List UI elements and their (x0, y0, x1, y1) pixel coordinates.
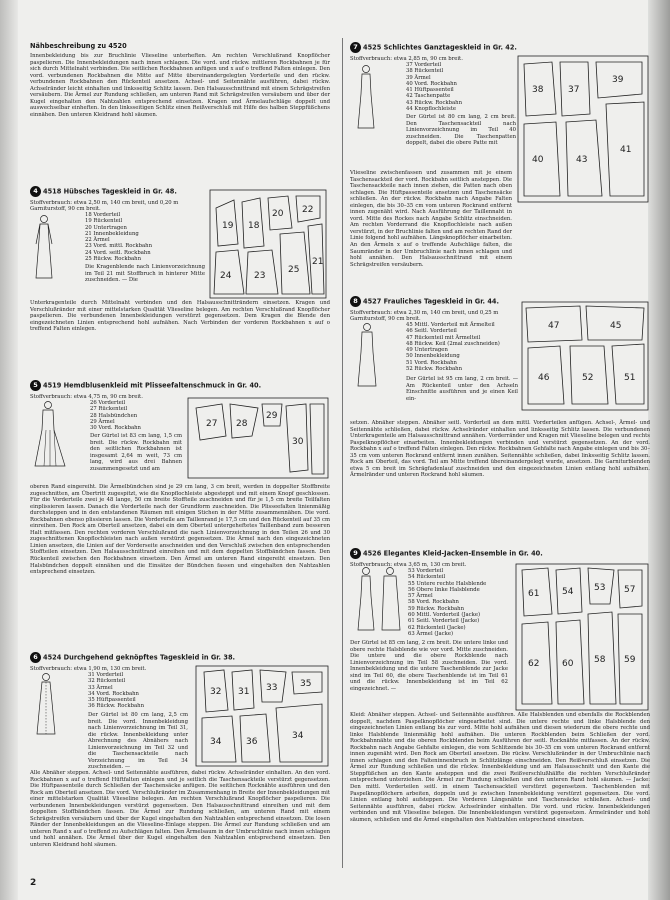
svg-text:53: 53 (594, 583, 606, 593)
svg-text:43: 43 (576, 155, 588, 165)
cutting-note: Die Kragenblende nach Linienvorzeichnung im Teil 21 mit Stoffbruch in hinterer Mitte zuschneiden. — Die (85, 264, 205, 284)
cutting-note: Der Gürtel ist 83 cm lang, 1,5 cm breit. Die rückw. Rockbahn mit den seitlichen Rockbahnen ist insgesamt 2,64 m weit, 73 cm lang, wird aus drei Bahnen zusammengesetzt und am (90, 433, 182, 472)
pattern-pieces-diagram (520, 300, 650, 412)
part-item: 34 Vord. Rockbahn (88, 690, 139, 697)
part-item: 29 Ärmel (90, 418, 115, 425)
part-item: 55 Untere rechte Halsblende (408, 580, 487, 587)
svg-text:23: 23 (254, 271, 266, 281)
part-item: 35 Hüftpassenteil (88, 697, 136, 704)
part-item: 52 Rückw. Rockbahn (406, 366, 462, 373)
column-divider (342, 38, 343, 868)
section-4518 (30, 186, 330, 333)
section-title: Hemdblusenkleid mit Plisseefaltenschmuck in Gr. 40. (63, 381, 262, 390)
svg-text:22: 22 (302, 205, 314, 215)
svg-text:29: 29 (266, 411, 278, 421)
section-title: Elegantes Kleid-Jacken-Ensemble in Gr. 40. (383, 549, 543, 558)
parts-list (408, 568, 486, 637)
part-item: 32 Rückenteil (88, 678, 126, 685)
cutting-note: Der Gürtel ist 80 cm lang, 2 cm breit. Den Taschensackteil nach Linienvorzeichnung im Teil 40 zuschneiden. Die Taschenpatten doppelt, dabei die obere Patte mit (406, 114, 516, 147)
part-item: 40 Vord. Rockbahn (406, 80, 457, 87)
section-title: Frauliches Tageskleid in Gr. 44. (383, 297, 500, 306)
intro-text: Innenbekleidung bis zur Bruchlinie Vlieseline unterheften. Am rechten Verschlußrand Knopflöcher paspelieren. Die Innenbekleidungen nach innen schlagen. Die vord. und rückw. mittleren Rockbahnen je für sich durch Mittelnaht verbinden. Die seitlichen Rockbahnen anfügen und x auf o treffend Falten einlegen. Den vord. verbundenen Rockbahnen die Mitte auf Mitte übereinandergelegten Vorderteile und den rückw. verbundenen Rockbahnen den Rückenteil ansetzen. Achsel- und Seitennähte ausführen, dabei rückw. Achselränder leicht einhalten und linksseitig Schlitz lassen. Den Halsausschnittrand mit einem Schrägstreifen versäubern. Die Ärmel zur Rundung schließen, am unteren Rand mit Schrägstreifen versäubern und über der Kugel eingehalten den Nahtzahlen entsprechend einsetzen. Kragen und Ärmelaufschläge doppelt und auswechselbar einheften. In den linksseitigen Schlitz einen Reißverschluß mit Hilfe des halben Steppfüßchens einnähen. Den unteren Kleidrand hohl säumen. (30, 53, 330, 118)
pattern-pieces-diagram (208, 188, 328, 300)
svg-text:38: 38 (532, 85, 544, 95)
dress-sketch (34, 214, 54, 282)
model-code: 4518 (43, 187, 62, 196)
dress-sketch (354, 566, 404, 632)
fabric-consumption: Stoffverbrauch: etwa 2,50 m, 140 cm breit, und 0,20 m Garniturstoff, 90 cm breit. (30, 200, 179, 213)
parts-list (90, 400, 141, 431)
section-4525 (350, 42, 650, 268)
part-item: 42 Taschenpatte (406, 93, 451, 100)
svg-text:35: 35 (300, 679, 312, 689)
svg-text:30: 30 (292, 437, 304, 447)
dress-sketch (354, 322, 380, 388)
svg-text:39: 39 (612, 75, 624, 85)
part-item: 56 Obere linke Halsblende (408, 586, 480, 593)
part-item: 62 Rückenteil (Jacke) (408, 624, 466, 631)
svg-text:25: 25 (288, 265, 300, 275)
svg-text:31: 31 (238, 687, 250, 697)
pattern-pieces-diagram (516, 54, 650, 204)
model-code: 4527 (363, 297, 382, 306)
svg-text:41: 41 (620, 145, 632, 155)
svg-text:33: 33 (266, 683, 278, 693)
section-number-badge: 9 (350, 548, 361, 559)
part-item: 60 Mittl. Vorderteil (Jacke) (408, 612, 481, 619)
svg-text:54: 54 (562, 587, 574, 597)
section-number-badge: 4 (30, 186, 41, 197)
section-number-badge: 7 (350, 42, 361, 53)
section-4519 (30, 380, 330, 576)
part-item: 22 Ärmel (85, 237, 110, 244)
part-item: 57 Ärmel (408, 593, 433, 600)
svg-text:51: 51 (624, 373, 636, 383)
scan-edge-right (648, 0, 670, 900)
part-item: 50 Innenbekleidung (406, 353, 460, 360)
section-number-badge: 8 (350, 296, 361, 307)
part-item: 61 Seitl. Vorderteil (Jacke) (408, 618, 480, 625)
pattern-pieces-diagram (514, 562, 650, 712)
svg-text:59: 59 (624, 655, 636, 665)
section-title: Durchgehend geknöpftes Tageskleid in Gr. 38. (63, 653, 236, 662)
part-item: 18 Vorderteil (85, 212, 121, 218)
svg-text:36: 36 (246, 737, 258, 747)
svg-text:60: 60 (562, 659, 574, 669)
model-code: 4519 (43, 381, 62, 390)
fabric-consumption: Stoffverbrauch: etwa 2,30 m, 140 cm breit, und 0,25 m Garniturstoff, 90 cm breit. (350, 310, 499, 323)
section-title: Schlichtes Ganztageskleid in Gr. 42. (383, 43, 517, 52)
sewing-instructions: Alle Abnäher steppen. Achsel- und Seitennähte ausführen, dabei rückw. Achselränder einhalten. An den vord. Rockbahnen x auf o treffend Hüftfalten einlegen und je seitlich die Taschensackteile verstürzt gegensetzen. Die Hüftpassenteile durch Schließen der Taschensäcke anfügen. Die seitlichen Rocknähte ausführen und den Rock am Oberteil ansetzen. Die vord. Verschlußränder im Zusammenhang in Breite der Innenbekleidungen mit einer mittelstarken Qualität Vlieseline belegen. Am rechten Verschlußrand Knopflöcher paspelieren. Die verbundenen Innenbekleidungen verstürzt gegensetzen. Den Halsausschnittrand einreihen und mit dem doppelten Stoffbändchen fassen. Die Ärmel zur Rundung schließen, am unteren Rand mit einem Schrägstreifen versäubern und über der Kugel eingehalten den Nahtzahlen entsprechend einsetzen. Die losen Ränder der Innenbekleidungen an die Vlieseline-Einlage steppen. Die Ärmel zur Rundung schließen und am unteren Rand x auf o treffend zu Aufschlägen falten. Den Ärmelsaum in der Umbruchlinie nach innen schlagen und hohl annähen. Die Ärmel über der Kugel eingehalten den Nahtzahlen entsprechend einsetzen. Den unteren Kleidrand hohl säumen. (30, 770, 330, 849)
svg-text:37: 37 (568, 85, 580, 95)
part-item: 19 Rückenteil (85, 218, 123, 225)
svg-text:32: 32 (210, 687, 222, 697)
sewing-instructions: setzen. Abnäher steppen. Abnäher seitl. Vorderteil an dem mittl. Vorderteilen anfügen. Achsel-, Ärmel- und Seitennähte schließen, dabei rückw. Achselränder einhalten und linksseitig Schlitz lassen. Die verbundenen Unterkragenteile am Halsausschnittrand annähen. Vorderränder und Kragen mit Vlieseline belegen und rechts Paspelknopflöcher einarbeiten. Innenbekleidungen verbinden und verstürzt gegensetzen. An der vord. Rockbahn x auf o treffend Falten einlegen. Den rückw. Rockbahnen Gehfalte nach Angabe einlegen und bis 30–35 cm vom unteren Rockrand entfernt innen zunähen. Seitennähte schließen, dabei linksseitig Schlitz lassen. Rock am Oberteil, das vord. Teil am Mitte treffend übereinandergelegt wurde, ansetzen. Die Garniturblenden etwa 5 cm breit im Schrägfadenlauf zuschneiden und den eingezeichneten Linien entlang hohl aufnähen. Ärmelränder und unteren Rockrand hohl säumen. (350, 420, 650, 479)
svg-text:18: 18 (248, 221, 260, 231)
part-item: 23 Vord. mittl. Rockbahn (85, 243, 153, 250)
part-item: 30 Vord. Rockbahn (90, 425, 141, 432)
part-item: 49 Untertragen (406, 347, 448, 354)
part-item: 51 Vord. Rockbahn (406, 359, 457, 366)
dress-sketch (32, 400, 68, 470)
part-item: 54 Rückenteil (408, 574, 446, 581)
dress-sketch (34, 672, 58, 736)
sewing-instructions: Vlieseline zwischenfassen und zusammen mit je einem Taschensackteil der vord. Rockbahn seitlich ansteppen. Die Taschensackteile nach innen ziehen, die Patten nach oben schlagen. Die Hüftpassenteile ansetzen und Taschensäcke schließen. An der rückw. Rockbahn nach Angabe Falten einlegen, die bis 30–35 cm vom unteren Rockrand entfernt innen zugenäht wird. Nach Ausführung der Taillennaht in vord. Mitte des Rockes nach Angabe Schlitz einschneiden. Am rechten Vorderrand die Knopflochleiste nach außen verstürzt, in der Bruchlinie falten und am rechten Rand der Linie folgend hohl aufnähen. Längsknopflöcher einarbeiten. An den Ärmeln x auf o treffende Aufschläge falten, die Saumränder in der Umbruchlinie nach innen schlagen und hohl annähen. Den Halsausschnittrand mit einem Schrägstreifen versäubern. (350, 170, 512, 268)
svg-text:20: 20 (272, 209, 284, 219)
part-item: 46 Seitl. Vorderteil (406, 328, 457, 335)
model-code: 4524 (43, 653, 62, 662)
section-heading (30, 652, 330, 663)
intro-section (30, 42, 330, 118)
model-code: 4526 (363, 549, 382, 558)
section-number-badge: 5 (30, 380, 41, 391)
svg-text:57: 57 (624, 585, 636, 595)
section-heading (350, 548, 650, 559)
fabric-consumption: Stoffverbrauch: etwa 1,90 m, 130 cm breit. (30, 666, 147, 672)
section-4524 (30, 652, 330, 849)
svg-text:58: 58 (594, 655, 606, 665)
part-item: 43 Rückw. Rockbahn (406, 99, 462, 106)
svg-text:40: 40 (532, 155, 544, 165)
part-item: 24 Vord. seitl. Rockbahn (85, 249, 151, 256)
parts-list (406, 62, 462, 112)
part-item: 63 Ärmel (Jacke) (408, 630, 454, 637)
svg-text:47: 47 (548, 321, 560, 331)
fabric-consumption: Stoffverbrauch: etwa 3,65 m, 130 cm breit. (350, 562, 467, 568)
intro-title: Nähbeschreibung zu 4520 (30, 42, 127, 50)
part-item: 37 Vorderteil (406, 62, 442, 68)
part-item: 45 Mittl. Vorderteil mit Ärmelteil (406, 322, 495, 328)
pattern-pieces-diagram (186, 396, 330, 480)
model-code: 4525 (363, 43, 382, 52)
part-item: 25 Rückw. Rockbahn (85, 256, 141, 263)
part-item: 27 Rückenteil (90, 406, 128, 413)
section-4526 (350, 548, 650, 823)
svg-text:52: 52 (582, 373, 594, 383)
cutting-note: Der Gürtel ist 85 cm lang, 2 cm breit. Die untere linke und obere rechte Halsblende wie vor vord. Mitte zuschneiden. Die untere und die obere Rockblende nach Linienvorzeichnung im Teil 58 zuschneiden. Die vord. Innenbekleidung und die untere Taschenblende zur Jacke sind im Teil 60, die obere Taschenblende ist im Teil 61 und die rückw. Innenbekleidung ist im Teil 62 eingezeichnet. — (350, 640, 508, 692)
section-number-badge: 6 (30, 652, 41, 663)
part-item: 20 Untertragen (85, 224, 127, 231)
cutting-note: Der Gürtel ist 95 cm lang, 2 cm breit. — Am Rückenteil unter den Achseln Einschnitte ausführen und je einen Keil ein- (406, 376, 518, 402)
svg-text:24: 24 (220, 271, 232, 281)
svg-text:34: 34 (210, 737, 222, 747)
svg-text:46: 46 (538, 373, 550, 383)
pattern-pieces-diagram (194, 664, 330, 768)
section-title: Hübsches Tageskleid in Gr. 48. (63, 187, 177, 196)
part-item: 31 Vorderteil (88, 672, 124, 678)
svg-text:45: 45 (610, 321, 622, 331)
dress-sketch (354, 64, 378, 130)
page-number: 2 (30, 878, 37, 888)
part-item: 38 Rückenteil (406, 68, 444, 75)
svg-text:21: 21 (312, 257, 324, 267)
svg-text:61: 61 (528, 589, 540, 599)
part-item: 21 Innenbekleidung (85, 230, 139, 237)
part-item: 53 Vorderteil (408, 568, 444, 574)
fabric-consumption: Stoffverbrauch: etwa 2,85 m, 90 cm breit. (350, 56, 463, 62)
svg-text:62: 62 (528, 659, 540, 669)
part-item: 33 Ärmel (88, 684, 113, 691)
parts-list (88, 672, 144, 710)
part-item: 44 Knopflochleiste (406, 106, 456, 113)
part-item: 28 Halsbündchen (90, 412, 138, 419)
section-4527 (350, 296, 650, 479)
svg-text:27: 27 (206, 419, 218, 429)
section-heading (350, 42, 650, 53)
part-item: 26 Vorderteil (90, 400, 126, 406)
sewing-instructions: Unterkragenteile durch Mittelnaht verbinden und den Halsausschnitträndern einsetzen. Kragen und Verschlußränder mit einer mittelstarken Qualität Vlieseline belegen. Am rechten Verschlußrand Knopflöcher paspelieren. Die verbundenen Innenbekleidungen verstürzt gegensetzen. Dem Kragen die Blende den eingezeichneten Linien entsprechend hohl aufnähen. Nach Verbinden der vorderen Rockbahnen x auf o treffend Falten einlegen. (30, 300, 330, 333)
part-item: 48 Rückw. Keil (2mal zuschneiden) (406, 340, 500, 347)
parts-list (85, 212, 152, 262)
svg-text:34: 34 (292, 731, 304, 741)
scan-edge-left (0, 0, 18, 900)
part-item: 47 Rückenteil mit Ärmelteil (406, 334, 481, 341)
cutting-note: Der Gürtel ist 80 cm lang, 2,5 cm breit. Die vord. Innenbekleidung nach Linienvorzeichnung im Teil 31, die rückw. Innenbekleidung unter Abrechnung des Abnähers nach Linienvorzeichnung im Teil 32 und die Taschensackteile nach Vorzeichnung im Teil 34 zuschneiden. — (88, 712, 188, 771)
section-heading (30, 380, 330, 391)
svg-text:28: 28 (236, 419, 248, 429)
fabric-consumption: Stoffverbrauch: etwa 4,75 m, 90 cm breit. (30, 394, 143, 400)
parts-list (406, 322, 500, 372)
part-item: 39 Ärmel (406, 74, 431, 81)
part-item: 41 Hüftpassenteil (406, 87, 454, 94)
part-item: 36 Rückw. Rockbahn (88, 703, 144, 710)
part-item: 58 Vord. Rockbahn (408, 599, 459, 606)
sewing-instructions: oberen Rand eingereiht. Die Ärmelbündchen sind je 29 cm lang, 3 cm breit, werden in doppelter Stoffbreite zugeschnitten, am Übertritt zugespitzt, wie die Knopflochleiste abgesteppt und mit einem Knopf geschlossen. Für die Vorderteile zwei je 48 lange, 50 cm breite Stoffteile zuschneiden und für je 1,5 cm breite Teilfalten einplissieren lassen. Danach die Vorderteile nach der Grundform zuschneiden. Die Plisseefalten linienmäßig durchsteppen und in den entstandenen Räumen mit einigen Stichen in der Mitte zusammennähen. Die vord. Rockbahnen ebenso plissieren lassen. Die Vorderteile am Taillenrand je 17,5 cm und den Rückenteil auf 35 cm einreihen. Den Rock am Oberteil ansetzen, dabei ein dem Oberteil untergeheftetes Taillenband zum besseren Halt mitfassen. Den rechten vorderen Verschlußrand die nach Linienvorzeichnung in den Teilen 26 und 30 zugeschnittenen Knopflochleisten nach außen verstürzt gegensetzen. Die Ärmel nach den eingezeichneten Linien ansetzen, die Linien auf der Vorderseite anschneiden und den Verschluß zwischen den entsprechenden Stoffteilen einsetzen. Den Halsausschnittrand einreihen und mit dem doppelten Stoffbändchen fassen. Den Rückenteil zwischen den Rockbahnen einsetzen. Den Ärmel am unteren Rand eingereiht einsetzen. Den Halsbündchen doppelt einnähen und die Einsätze der Bündchen fassen und eingehalten den Nahtzahlen entsprechend einsetzen. (30, 484, 330, 576)
sewing-instructions: Kleid: Abnäher steppen. Achsel- und Seitennähte ausführen. Alle Halsblenden und ebenfalls die Rockblenden doppelt, nachdem Paspelknopflöcher eingearbeitet sind. Die untere rechte und linke Halsblende den eingezeichneten Linien entlang bis zur vord. Mitte hohl aufnähen und diesen wiederum die obere rechte und linke Halsblende linienmäßig hohl aufnähen. Die unteren Rockblenden beim Schließen der vord. Rockbahnnähte und die oberen Rockblenden beim Ausführen der seitl. Rocknähte mitfassen. An der rückw. Rockbahn nach Angabe Gehfalte einlegen, die vom Schlitzende bis 30–35 cm vom unteren Rockrand entfernt innen zugenäht wird. Den Rock am Oberteil ansetzen. Die rückw. Verschlußränder in der Umbruchlinie nach innen schlagen und den Falteninnenbruch in Schlitzlänge einschneiden. Den Reißverschluß einsetzen. Die Ärmel zur Rundung schließen und die rückw. Innenbekleidung und am Halsausschnitt und den Kante die Steppfüßchen an den Kante ansteppen und die zwei Reißverschlußhälfte die rechten Verschlußränder entsprechend unterziehen. Die Ärmel zur Rundung schließen und den unteren Rand hohl säumen. — Jacke: Den mittl. Vorderteilen seitl. in einem Taschensackteil verstürzt gegensetzen. Taschenblenden mit Paspelknopflöchern arbeiten, doppeln und je zwischen Innenbekleidung verstürzt gegensetzen. Die vord. Linien entlang hohl aufsteppen. Die Vorderen Längsnähte und Taschensäcke schließen. Achsel- und Seitennähte ausführen, dabei rückw. Achselränder einhalten. Die vord. und rückw. Innenbekleidungen verbinden und mit Vlieseline belegen. Die Innenbekleidungen verstürzt gegensetzen. Ärmelränder und hohl säumen, schließen und die Ärmel eingehalten den Nahtzahlen entsprechend einsetzen. (350, 712, 650, 823)
part-item: 59 Rückw. Rockbahn (408, 605, 464, 612)
svg-text:19: 19 (222, 221, 234, 231)
